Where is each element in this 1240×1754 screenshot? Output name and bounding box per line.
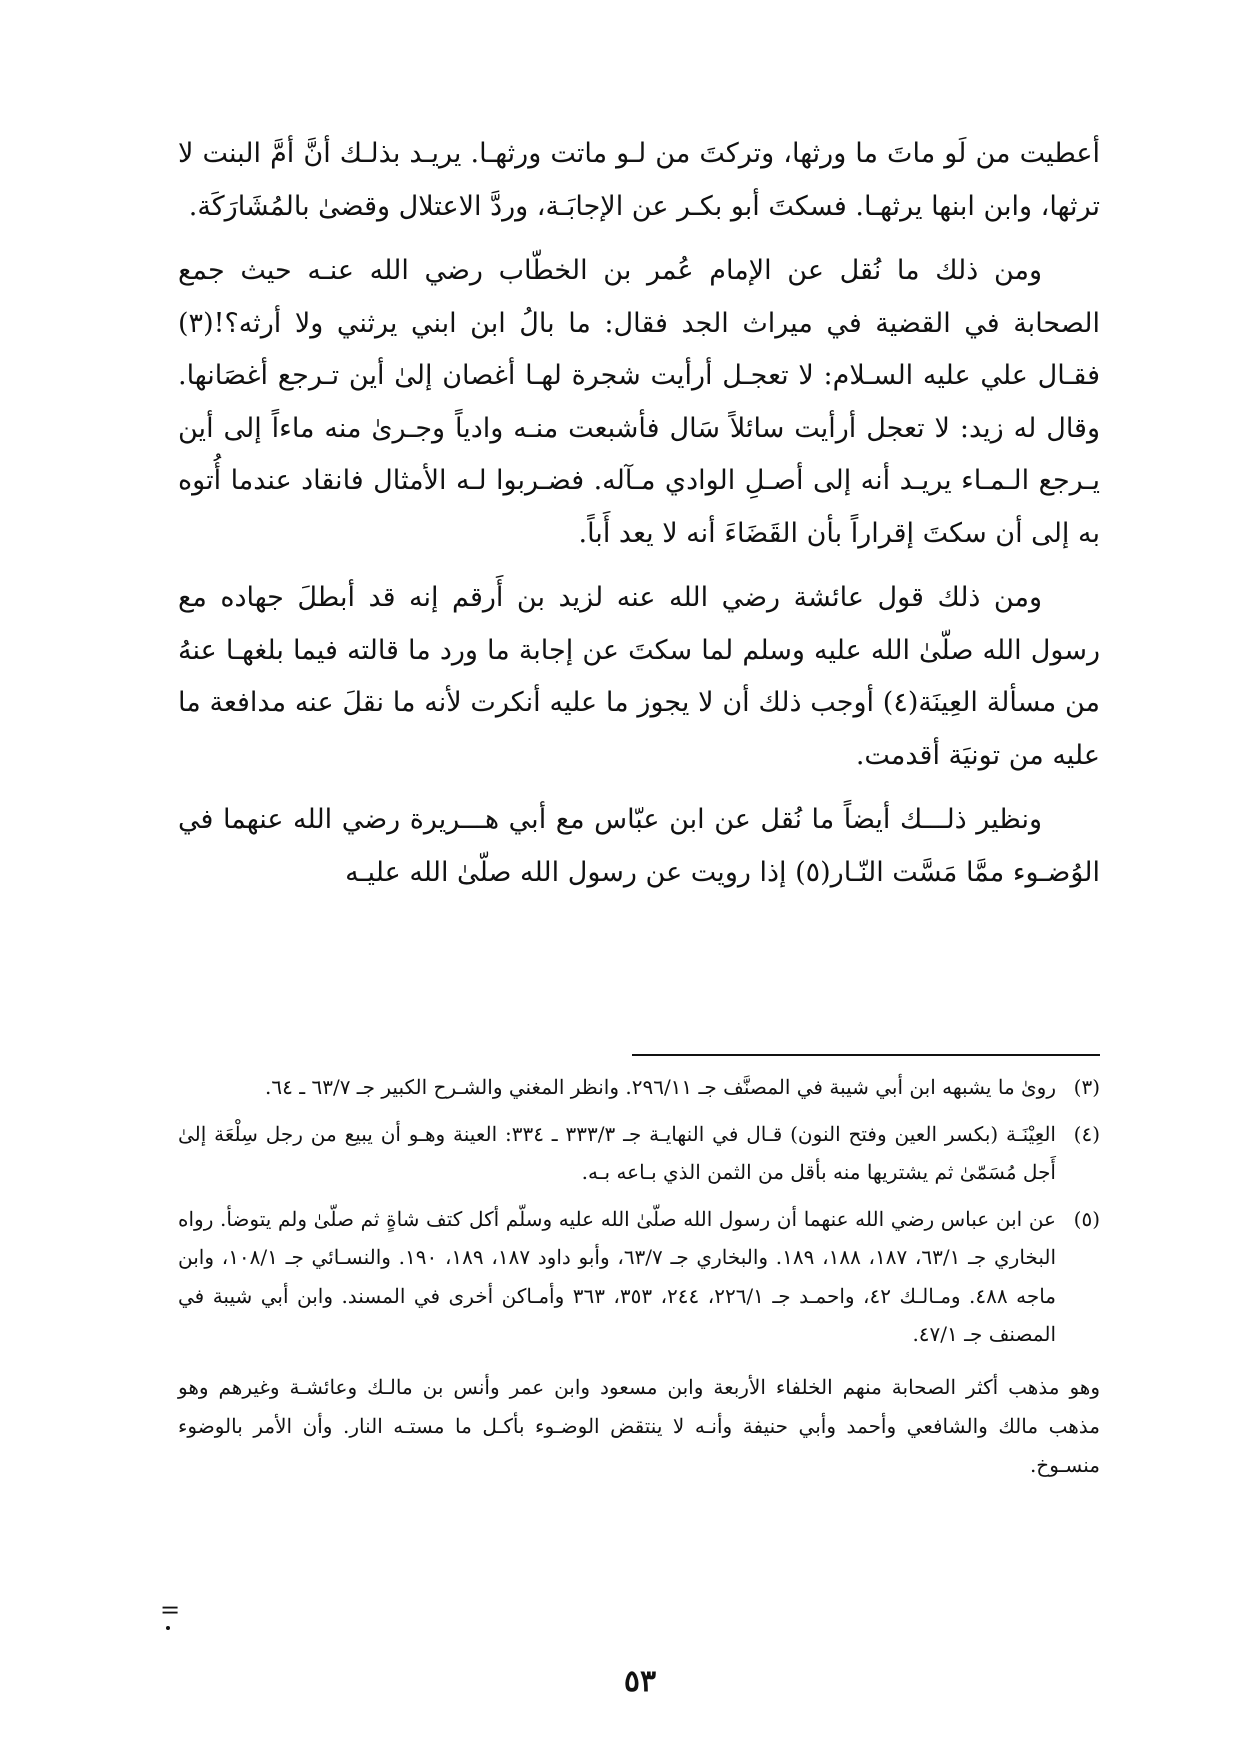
footnote-4 xyxy=(178,1115,1100,1192)
main-text xyxy=(178,128,1100,899)
footnote-text: روىٰ ما يشبهه ابن أبي شيبة في المصنَّف جـ ٢٩٦/١١. وانظر المغني والشـرح الكبير جـ ٦٣/٧ ـ ٦٤. xyxy=(265,1075,1056,1099)
continuation-dot xyxy=(166,1626,170,1630)
paragraph-4: ونظير ذلـــك أيضاً ما نُقل عن ابن عبّاس مع أبي هـــريرة رضي الله عنهما في الوُضـوء ممَّا مَسَّت النّـار(٥) إذا رويت عن رسول الله صلّىٰ الله عليـه xyxy=(178,804,1100,888)
footnote-text: عن ابن عباس رضي الله عنهما أن رسول الله صلّىٰ الله عليه وسلّم أكل كتف شاةٍ ثم صلّىٰ ولم يتوضأ. رواه البخاري جـ ٦٣/١، ١٨٧، ١٨٨، ١٨٩. والبخاري جـ ٦٣/٧، وأبو داود ١٨٧، ١٨٩، ١٩٠. والنسـائي جـ ١٠٨/١، وابن ماجه ٤٨٨. ومـالـك ٤٢، واحمـد جـ ٢٢٦/١، ٢٤٤، ٣٥٣، ٣٦٣ وأمـاكن أخرى في المسند. وابن أبي شيبة في المصنف جـ ٤٧/١. xyxy=(178,1206,1057,1346)
footnote-5 xyxy=(178,1200,1100,1354)
footnote-number: (٤) xyxy=(1073,1121,1100,1146)
paragraph-2: ومن ذلك ما نُقل عن الإمام عُمر بن الخطّاب رضي الله عنـه حيث جمع الصحابة في القضية في ميراث الجد فقال: ما بالُ ابن ابني يرثني ولا أرثه؟!(٣) فقـال علي عليه السـلام: لا تعجـل أرأيت شجرة لهـا أغصان إلىٰ أين تـرجع أغصَانها. وقال له زيد: لا تعجل أرأيت سائلاً سَال فأشبعت منـه وادياً وجـرىٰ منه ماءاً إلى أين يـرجع الـمـاء يريـد أنه إلى أصـلِ الوادي مـآله. فضـربوا لـه الأمثال فانقاد عندما أُتوه به إلى أن سكتَ إقراراً بأن القَضَاءَ أنه لا يعد أَباً. xyxy=(178,255,1100,549)
footnote-3 xyxy=(178,1068,1100,1107)
footnote-text: العِيْنَـة (بكسر العين وفتح النون) قـال في النهايـة جـ ٣٣٣/٣ ـ ٣٣٤: العينة وهـو أن يبيع من رجل سِلْعَة إلىٰ أَجل مُسَمّىٰ ثم يشتريها منه بأقل من الثمن الذي بـاعه بـه. xyxy=(178,1121,1056,1184)
footnotes xyxy=(178,1068,1100,1493)
footnote-continuation: وهو مذهب أكثر الصحابة منهم الخلفاء الأربعة وابن مسعود وابن عمر وأنس بن مالـك وعائشـة وغيرهم وهو مذهب مالك والشافعي وأحمد وأبي حنيفة وأنـه لا ينتقض الوضـوء بأكـل ما مستـه النار. وأن الأمر بالوضوء منسـوخ. xyxy=(178,1374,1100,1477)
continuation-mark: = xyxy=(160,1596,181,1624)
paragraph-1: أعطيت من لَو ماتَ ما ورثها، وتركتَ من لـو ماتت ورثهـا. يريـد بذلـك أنَّ أمَّ البنت لا ترثها، وابن ابنها يرثهـا. فسكتَ أبو بكـر عن الإجابَـة، وردَّ الاعتلال وقضىٰ بالمُشَارَكَة. xyxy=(178,138,1100,222)
footnote-number: (٥) xyxy=(1073,1206,1100,1231)
paragraph-3: ومن ذلك قول عائشة رضي الله عنه لزيد بن أَرقم إنه قد أبطلَ جهاده مع رسول الله صلّىٰ الله عليه وسلم لما سكتَ عن إجابة ما ورد ما قالته فيما بلغهـا عنهُ من مسألة العِينَة(٤) أوجب ذلك أن لا يجوز ما عليه أنكرت لأنه ما نقلَ عنه مدافعة ما عليه من تونيَة أقدمت. xyxy=(178,582,1100,771)
footnote-number: (٣) xyxy=(1073,1075,1100,1099)
footnote-divider xyxy=(632,1054,1100,1056)
page-number: ٥٣ xyxy=(623,1664,657,1699)
